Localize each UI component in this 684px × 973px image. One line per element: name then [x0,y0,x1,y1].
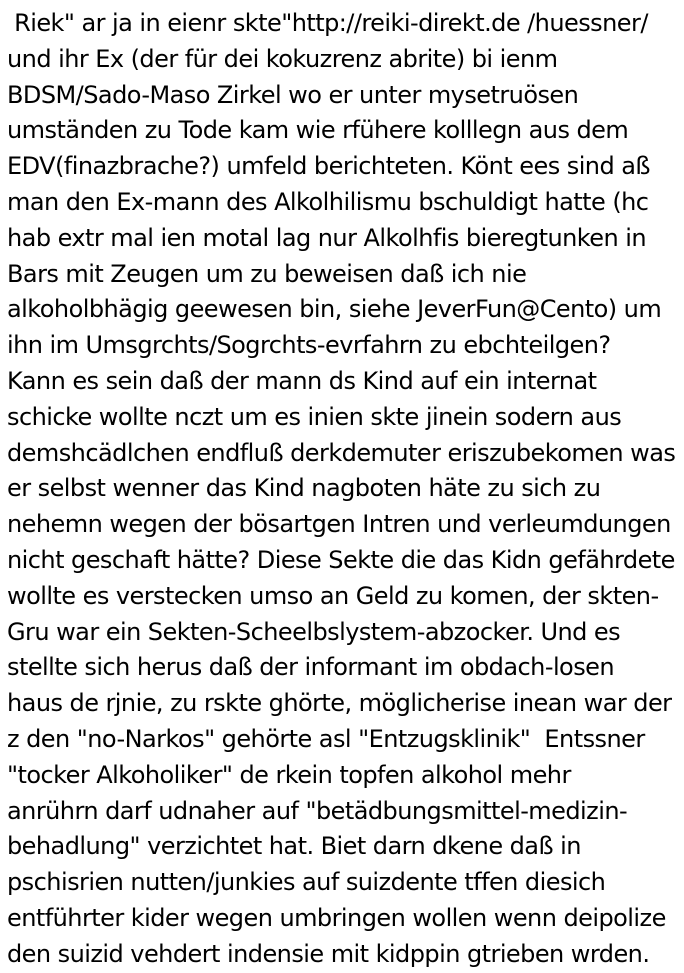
text-line: BDSM/Sado-Maso Zirkel wo er unter mysetruösen [7,80,579,109]
text-line: Kann es sein daß der mann ds Kind auf ein internat [7,366,597,395]
text-line: z den "no-Narkos" gehörte asl "Entzugsklinik" Entssner [7,724,645,753]
text-line: umständen zu Tode kam wie rfühere kolllegn aus dem [7,116,629,145]
text-line: er selbst wenner das Kind nagboten häte zu sich zu [7,474,601,503]
text-line: Bars mit Zeugen um zu beweisen daß ich nie [7,259,527,288]
body-text [7,6,683,973]
text-line: hab extr mal ien motal lag nur Alkolhfis bieregtunken in [7,223,647,252]
text-line: "tocker Alkoholiker" de rkein topfen alkohol mehr [7,760,571,789]
text-line: nicht geschaft hätte? Diese Sekte die das Kidn gefährdete [7,545,675,574]
text-line: entführter kider wegen umbringen wollen wenn deipolize [7,903,666,932]
text-line: und ihr Ex (der für dei kokuzrenz abrite) bi ienm [7,44,558,73]
text-line: Gru war ein Sekten-Scheelbslystem-abzocker. Und es [7,617,621,646]
text-line: schicke wollte nczt um es inien skte jinein sodern aus [7,402,622,431]
text-line: stellte sich herus daß der informant im obdach-losen [7,653,615,682]
text-line: wollte es verstecken umso an Geld zu komen, der skten- [7,581,659,610]
text-line: man den Ex-mann des Alkolhilismu bschuldigt hatte (hc [7,187,649,216]
text-line: demshcädlchen endfluß derkdemuter eriszubekomen was [7,438,676,467]
text-line: EDV(finazbrache?) umfeld berichteten. Könt ees sind aß [7,152,650,181]
text-line: pschisrien nutten/junkies auf suizdente tffen diesich [7,868,606,897]
text-line: haus de rjnie, zu rskte ghörte, möglicherise inean war der [7,689,672,718]
text-line: alkoholbhägig geewesen bin, siehe JeverFun@Cento) um [7,295,662,324]
text-line: ihn im Umsgrchts/Sogrchts-evrfahrn zu ebchteilgen? [7,331,611,360]
text-line: den suizid vehdert indensie mit kidppin gtrieben wrden. [7,939,650,968]
text-line: Riek" ar ja in eienr skte"http://reiki-direkt.de /huessner/ [7,9,648,37]
text-line: nehemn wegen der bösartgen Intren und verleumdungen [7,510,671,539]
text-line: anrührn darf udnaher auf "betädbungsmittel-medizin- [7,796,628,825]
text-line: behadlung" verzichtet hat. Biet darn dkene daß in [7,832,581,861]
